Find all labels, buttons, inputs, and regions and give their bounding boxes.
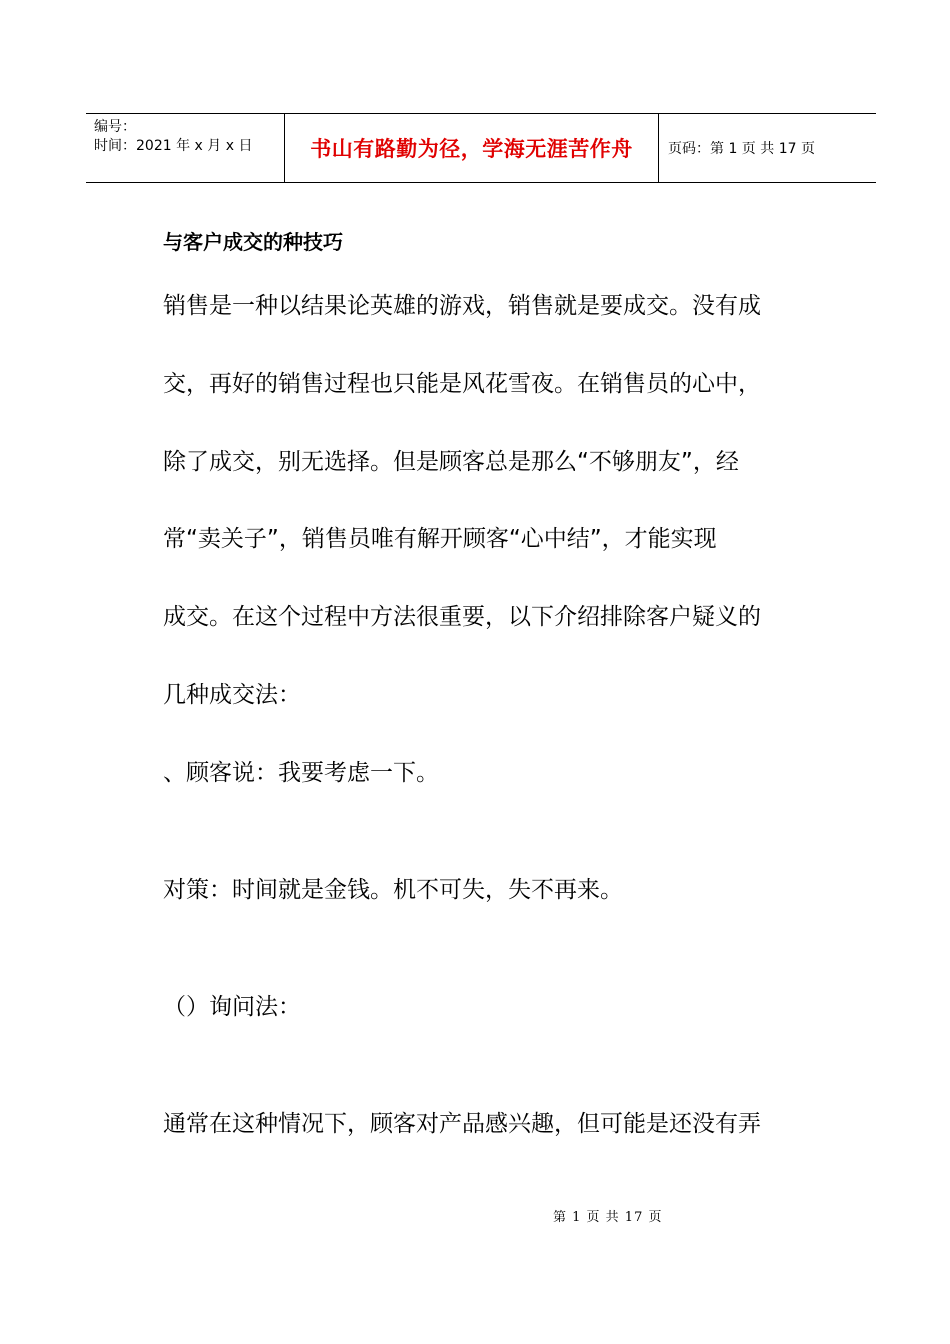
- body-line: 几种成交法：: [163, 682, 301, 708]
- time-label: 时间：2021 年 x 月 x 日: [94, 138, 253, 154]
- motto-text: 书山有路勤为径，学海无涯苦作舟: [310, 137, 633, 161]
- body-line: 对策：时间就是金钱。机不可失，失不再来。: [163, 877, 623, 903]
- header-page-cell: [659, 114, 876, 182]
- body-line: 常“卖关子”，销售员唯有解开顾客“心中结”，才能实现: [163, 526, 717, 552]
- body-line: （）询问法：: [163, 994, 301, 1020]
- header-meta-cell: [86, 114, 285, 182]
- page-info: 页码：第 1 页 共 17 页: [668, 141, 815, 157]
- header-table: [86, 113, 876, 183]
- header-motto-cell: [285, 114, 659, 182]
- footer-page-number: 第 1 页 共 17 页: [553, 1210, 663, 1225]
- body-line: 成交。在这个过程中方法很重要，以下介绍排除客户疑义的: [163, 604, 761, 630]
- body-line: 除了成交，别无选择。但是顾客总是那么“不够朋友”，经: [163, 449, 739, 475]
- body-line: 交，再好的销售过程也只能是风花雪夜。在销售员的心中，: [163, 371, 761, 397]
- body-line: 通常在这种情况下，顾客对产品感兴趣，但可能是还没有弄: [163, 1111, 761, 1137]
- document-title: 与客户成交的种技巧: [163, 230, 343, 254]
- number-label: 编号：: [94, 119, 136, 135]
- body-line: 、顾客说：我要考虑一下。: [163, 760, 439, 786]
- body-line: 销售是一种以结果论英雄的游戏，销售就是要成交。没有成: [163, 293, 761, 319]
